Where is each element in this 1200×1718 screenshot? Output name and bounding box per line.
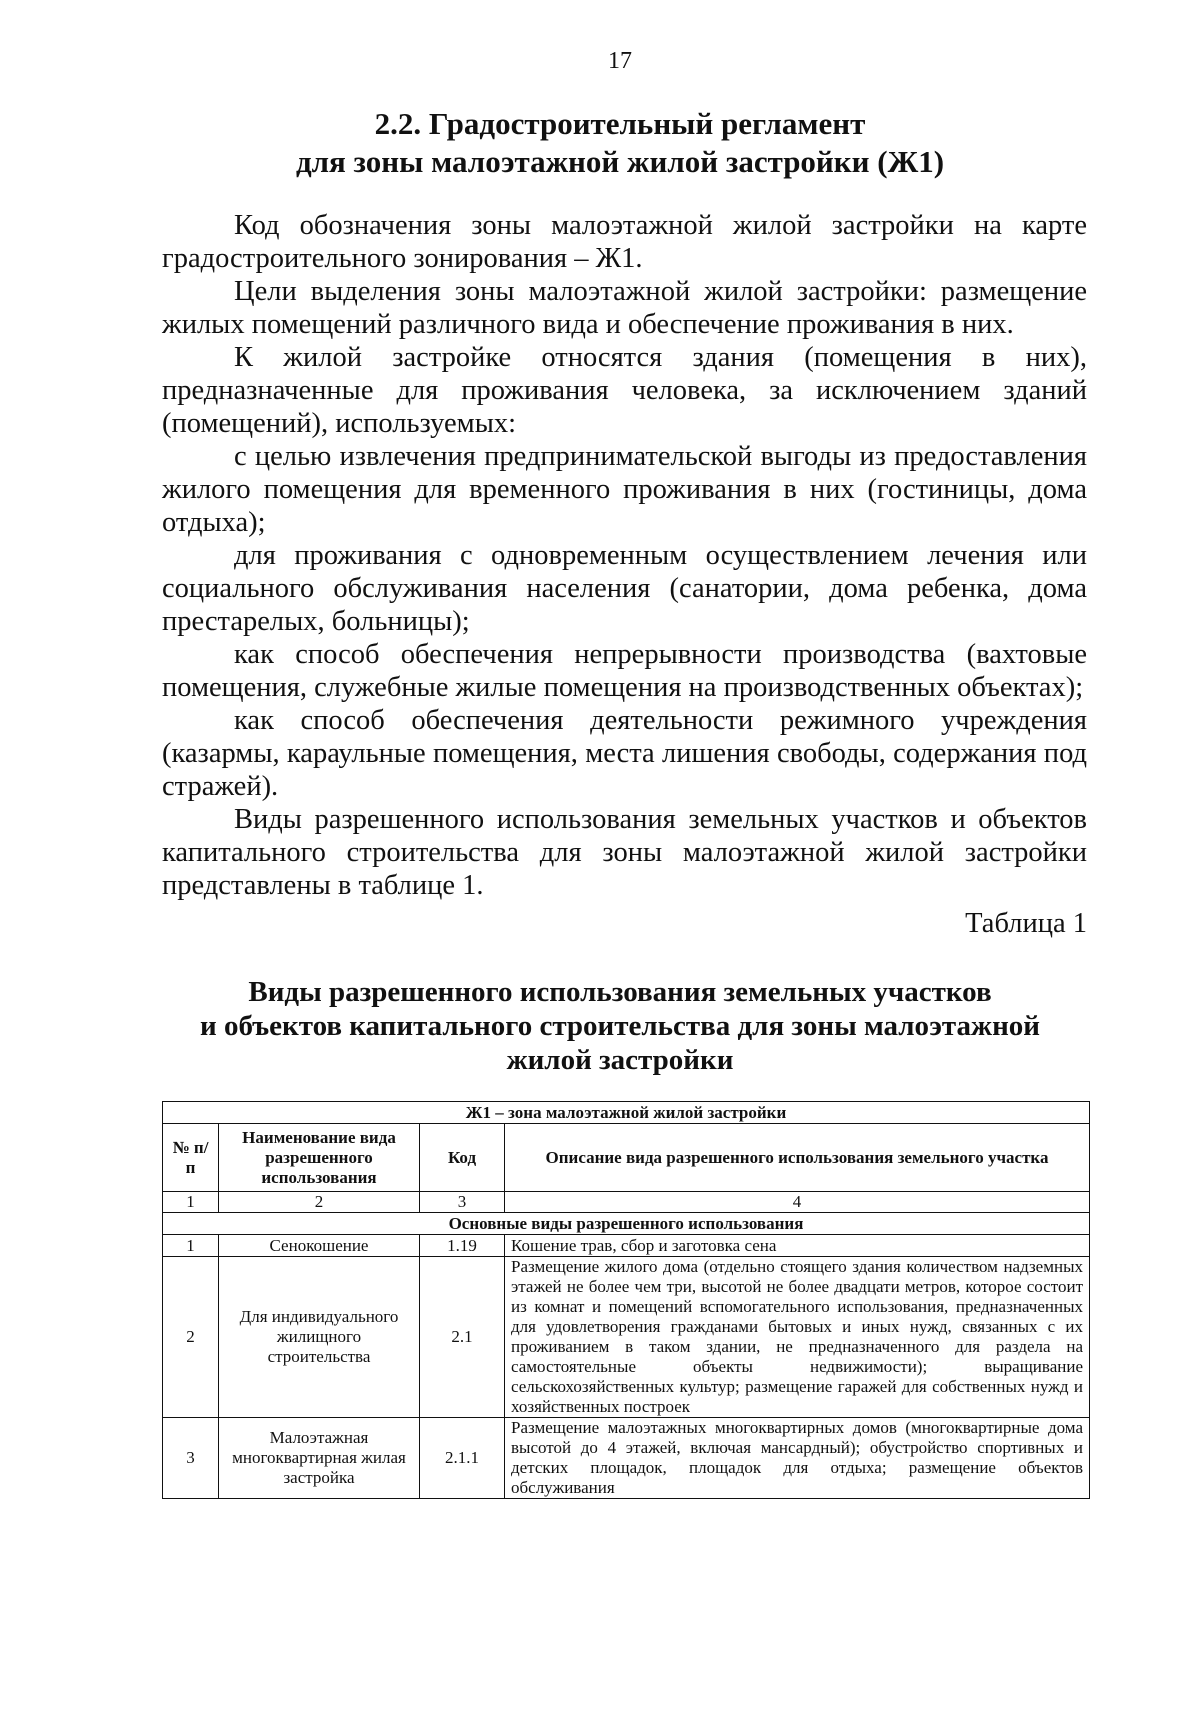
paragraph: Цели выделения зоны малоэтажной жилой застройки: размещение жилых помещений различного вида и обеспечение проживания в них.	[162, 276, 1087, 340]
row-code: 2.1	[420, 1257, 505, 1418]
table-title-line-1: Виды разрешенного использования земельных участков	[248, 976, 992, 1008]
paragraph: К жилой застройке относятся здания (помещения в них), предназначенные для проживания человека, за исключением зданий (помещений), используемых:	[162, 342, 1087, 439]
paragraph: с целью извлечения предпринимательской выгоды из предоставления жилого помещения для временного проживания в них (гостиницы, дома отдыха);	[162, 441, 1087, 538]
section-title	[160, 105, 1080, 181]
table-title	[160, 975, 1080, 1077]
page-number: 17	[608, 48, 632, 74]
row-code: 1.19	[420, 1235, 505, 1257]
row-number: 1	[163, 1235, 219, 1257]
table-row	[163, 1257, 1090, 1418]
column-number: 3	[420, 1192, 505, 1213]
column-header-number: № п/п	[163, 1124, 219, 1192]
row-name: Для индивидуального жилищного строительства	[219, 1257, 420, 1418]
row-name: Малоэтажная многоквартирная жилая застройка	[219, 1418, 420, 1499]
paragraph: как способ обеспечения непрерывности производства (вахтовые помещения, служебные жилые помещения на производственных объектах);	[162, 639, 1087, 703]
paragraph: как способ обеспечения деятельности режимного учреждения (казармы, караульные помещения, места лишения свободы, содержания под стражей).	[162, 705, 1087, 802]
table-row	[163, 1418, 1090, 1499]
table-title-line-3: жилой застройки	[506, 1044, 734, 1076]
row-description: Размещение жилого дома (отдельно стоящего здания количеством надземных этажей не более чем три, высотой не более двадцати метров, которое состоит из комнат и помещений вспомогательного использования, предназначенных для удовлетворения гражданами бытовых и иных нужд, связанных с их проживанием в таком здании, не предназначенного для раздела на самостоятельные объекты недвижимости); выращивание сельскохозяйственных культур; размещение гаражей для собственных нужд и хозяйственных построек	[505, 1257, 1090, 1418]
table-title-line-2: и объектов капитального строительства для зоны малоэтажной	[200, 1010, 1040, 1042]
paragraph: для проживания с одновременным осуществлением лечения или социального обслуживания населения (санатории, дома ребенка, дома престарелых, больницы);	[162, 540, 1087, 637]
row-number: 3	[163, 1418, 219, 1499]
row-description: Кошение трав, сбор и заготовка сена	[505, 1235, 1090, 1257]
column-header-code: Код	[420, 1124, 505, 1192]
row-code: 2.1.1	[420, 1418, 505, 1499]
paragraph: Виды разрешенного использования земельных участков и объектов капитального строительства для зоны малоэтажной жилой застройки представлены в таблице 1.	[162, 804, 1087, 901]
column-number: 2	[219, 1192, 420, 1213]
section-title-line-1: 2.2. Градостроительный регламент	[374, 106, 866, 141]
row-description: Размещение малоэтажных многоквартирных домов (многоквартирные дома высотой до 4 этажей, включая мансардный); обустройство спортивных и детских площадок, площадок для отдыха; размещение объектов обслуживания	[505, 1418, 1090, 1499]
table-caption: Таблица 1	[965, 908, 1087, 939]
section-header: Основные виды разрешенного использования	[163, 1213, 1090, 1235]
body-text	[162, 209, 1087, 902]
column-header-description: Описание вида разрешенного использования земельного участка	[505, 1124, 1090, 1192]
column-header-name: Наименование вида разрешенного использования	[219, 1124, 420, 1192]
row-number: 2	[163, 1257, 219, 1418]
row-name: Сенокошение	[219, 1235, 420, 1257]
zone-header: Ж1 – зона малоэтажной жилой застройки	[163, 1102, 1090, 1124]
column-number: 1	[163, 1192, 219, 1213]
paragraph: Код обозначения зоны малоэтажной жилой застройки на карте градостроительного зонирования – Ж1.	[162, 210, 1087, 274]
table-row	[163, 1235, 1090, 1257]
land-use-table	[162, 1101, 1090, 1499]
column-number: 4	[505, 1192, 1090, 1213]
section-title-line-2: для зоны малоэтажной жилой застройки (Ж1)	[295, 144, 945, 179]
